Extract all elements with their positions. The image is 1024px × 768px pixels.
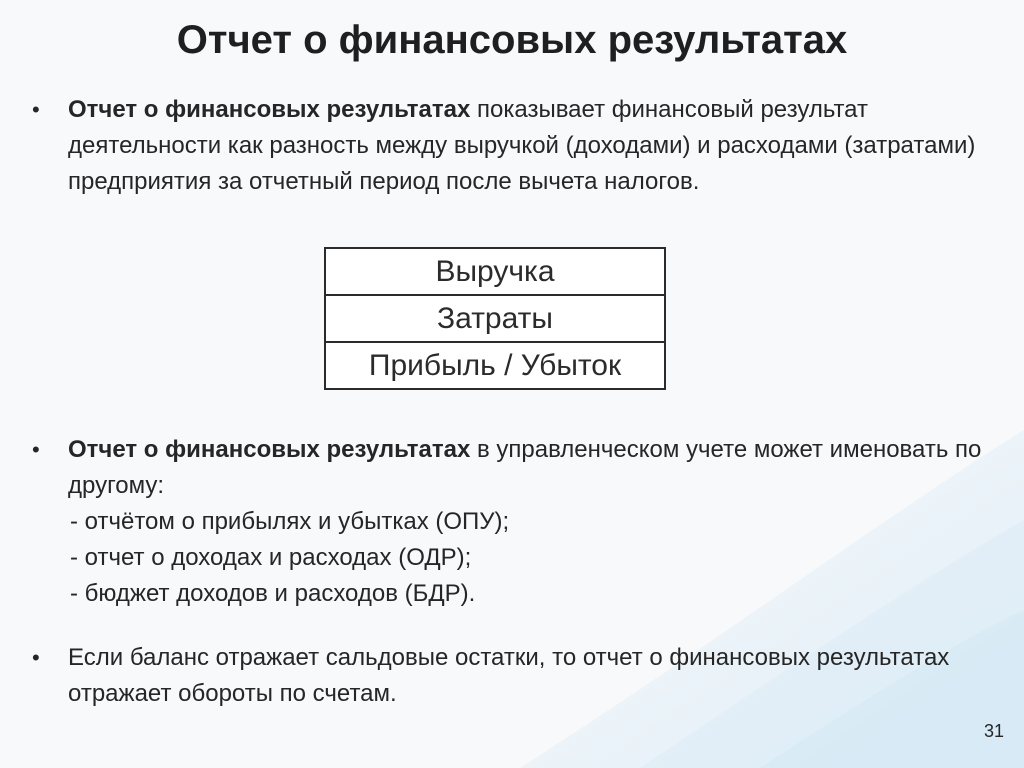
bold-term: Отчет о финансовых результатах — [68, 96, 471, 123]
bullet-dot: • — [32, 437, 40, 462]
bullet-dot: • — [32, 645, 40, 670]
slide-title: Отчет о финансовых результатах — [176, 18, 848, 62]
bullet-alternative-names — [32, 432, 982, 612]
bold-term: Отчет о финансовых результатах — [68, 436, 471, 463]
bullet-text — [68, 92, 982, 200]
bullet-balance-comparison — [32, 640, 982, 712]
list-item: - отчет о доходах и расходах (ОДР); — [70, 544, 472, 571]
bullet-body: показывает финансовый результат деятельности как разность между выручкой (доходами) и расходами (затратами) предприятия за отчетный период после вычета налогов. — [68, 96, 976, 195]
list-item: - отчётом о прибылях и убытках (ОПУ); — [70, 508, 510, 535]
table-cell-costs: Затраты — [325, 295, 665, 342]
bullet-body: в управленческом учете может именовать по другому: — [68, 436, 982, 499]
list-item: - бюджет доходов и расходов (БДР). — [70, 580, 476, 607]
table-row — [325, 342, 665, 389]
table-row — [325, 248, 665, 295]
bullet-definition — [32, 92, 982, 200]
table-cell-revenue: Выручка — [325, 248, 665, 295]
bullet-text — [68, 432, 982, 612]
table-cell-profit-loss: Прибыль / Убыток — [325, 342, 665, 389]
bullet-dot: • — [32, 97, 40, 122]
page-number: 31 — [983, 721, 1004, 741]
financial-result-table — [324, 247, 666, 390]
bullet-body: Если баланс отражает сальдовые остатки, то отчет о финансовых результатах отражает обороты по счетам. — [68, 644, 950, 707]
table-row — [325, 295, 665, 342]
